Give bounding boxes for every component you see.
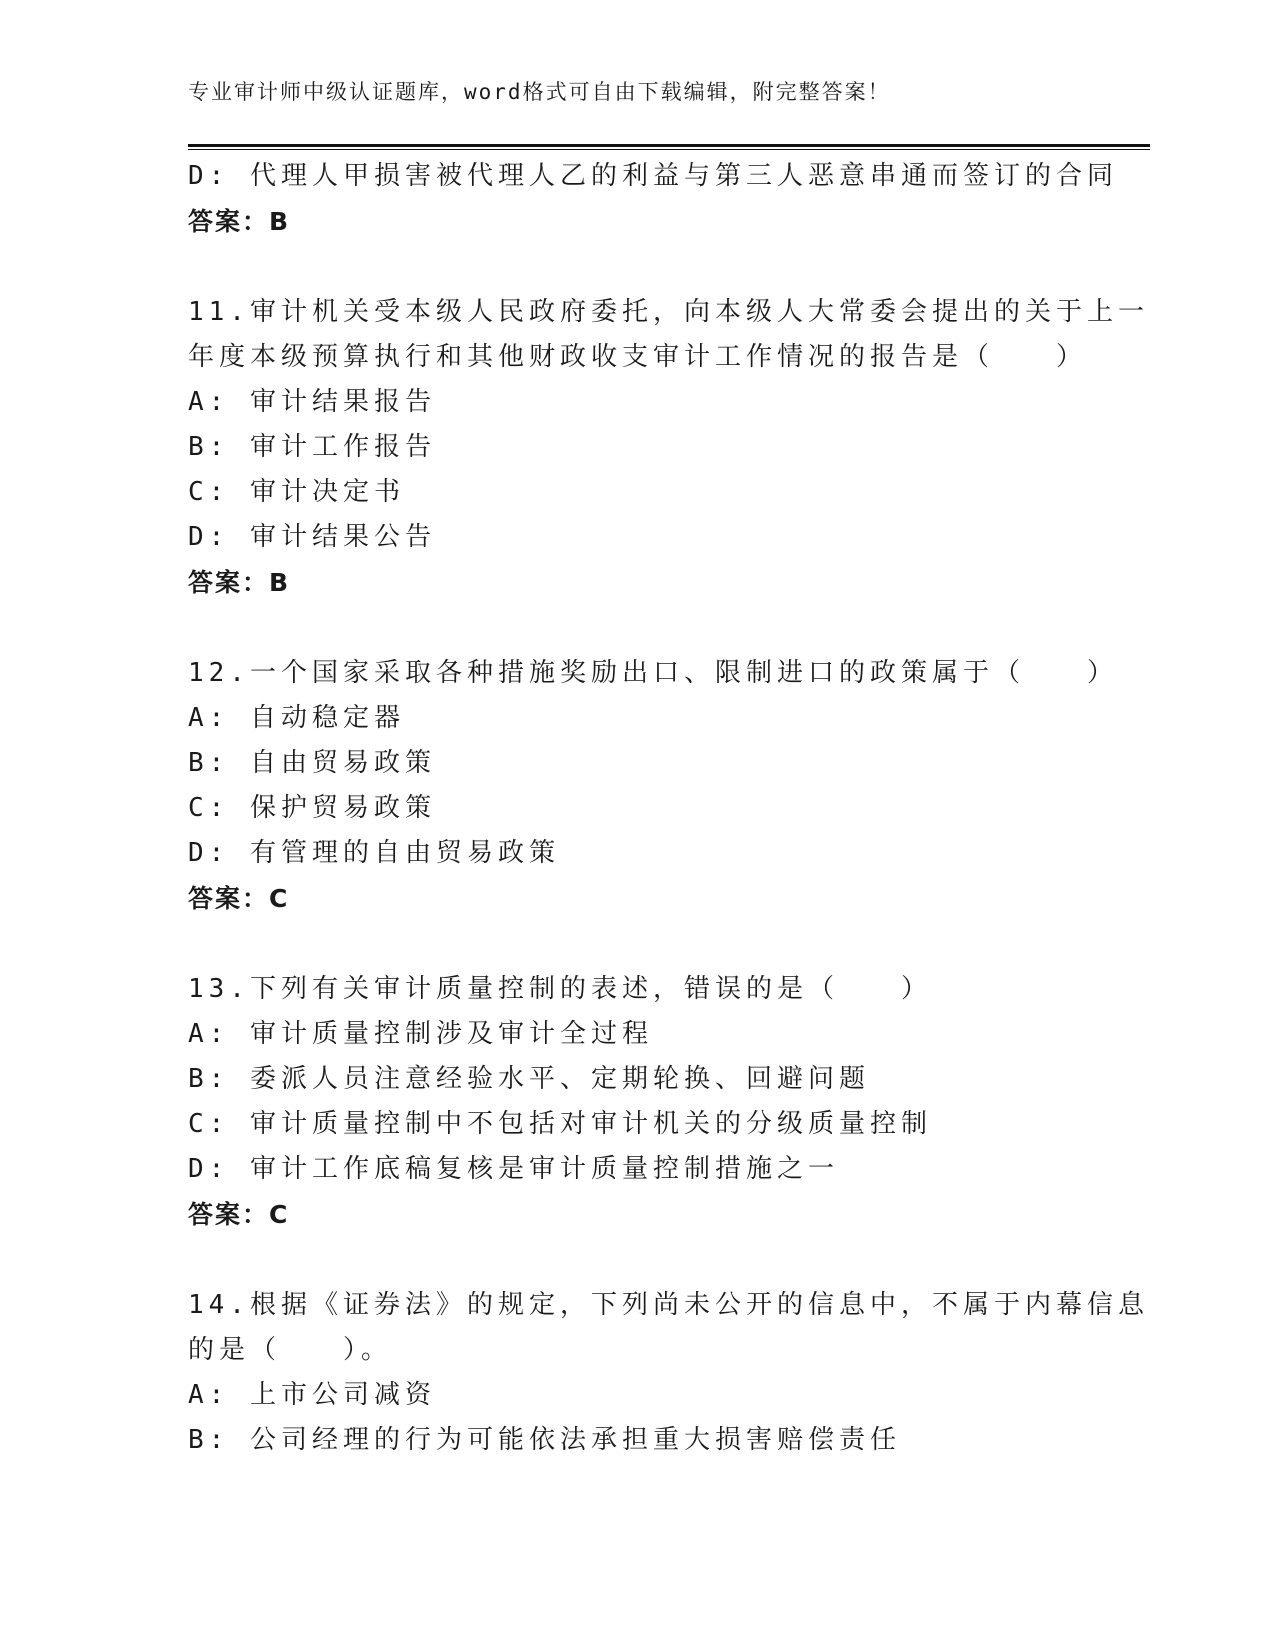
question-spacer: [188, 244, 1088, 290]
question-stem: 的是（ ）。: [188, 1335, 393, 1365]
option-b: B: 委派人员注意经验水平、定期轮换、回避问题: [188, 1064, 870, 1094]
answer-line: 答案：B: [188, 568, 291, 597]
option-d: D: 代理人甲损害被代理人乙的利益与第三人恶意串通而签订的合同: [188, 161, 1118, 191]
question-stem: 11.审计机关受本级人民政府委托，向本级人大常委会提出的关于上一: [188, 297, 1149, 327]
answer-line: 答案：C: [188, 884, 290, 913]
option-d: D: 审计结果公告: [188, 522, 436, 552]
page-header: 专业审计师中级认证题库，word格式可自由下载编辑，附完整答案！: [188, 80, 891, 104]
option-a: A: 审计质量控制涉及审计全过程: [188, 1019, 653, 1049]
option-c: C: 审计决定书: [188, 477, 405, 507]
option-a: A: 审计结果报告: [188, 387, 436, 417]
option-b: B: 自由贸易政策: [188, 748, 436, 778]
option-c: C: 保护贸易政策: [188, 793, 436, 823]
option-a: A: 上市公司减资: [188, 1380, 436, 1410]
answer-line: 答案：C: [188, 1200, 290, 1229]
question-spacer: [188, 1237, 1088, 1283]
question-stem: 12.一个国家采取各种措施奖励出口、限制进口的政策属于（ ）: [188, 658, 1118, 688]
question-list: [188, 154, 1149, 1463]
question-11: [188, 290, 1149, 605]
answer-line: 答案：B: [188, 207, 291, 236]
question-spacer: [188, 605, 1088, 651]
question-spacer: [188, 921, 1088, 967]
option-b: B: 审计工作报告: [188, 432, 436, 462]
header-divider: [188, 144, 1150, 150]
option-b: B: 公司经理的行为可能依法承担重大损害赔偿责任: [188, 1425, 901, 1455]
option-d: D: 有管理的自由贸易政策: [188, 838, 560, 868]
question-13: [188, 967, 1088, 1237]
option-d: D: 审计工作底稿复核是审计质量控制措施之一: [188, 1154, 839, 1184]
question-stem: 14.根据《证券法》的规定，下列尚未公开的信息中，不属于内幕信息: [188, 1290, 1149, 1320]
option-a: A: 自动稳定器: [188, 703, 405, 733]
question-stem: 年度本级预算执行和其他财政收支审计工作情况的报告是（ ）: [188, 342, 1088, 372]
question-14: [188, 1283, 1149, 1463]
question-12: [188, 651, 1118, 921]
question-stem: 13.下列有关审计质量控制的表述，错误的是（ ）: [188, 974, 932, 1004]
option-c: C: 审计质量控制中不包括对审计机关的分级质量控制: [188, 1109, 932, 1139]
